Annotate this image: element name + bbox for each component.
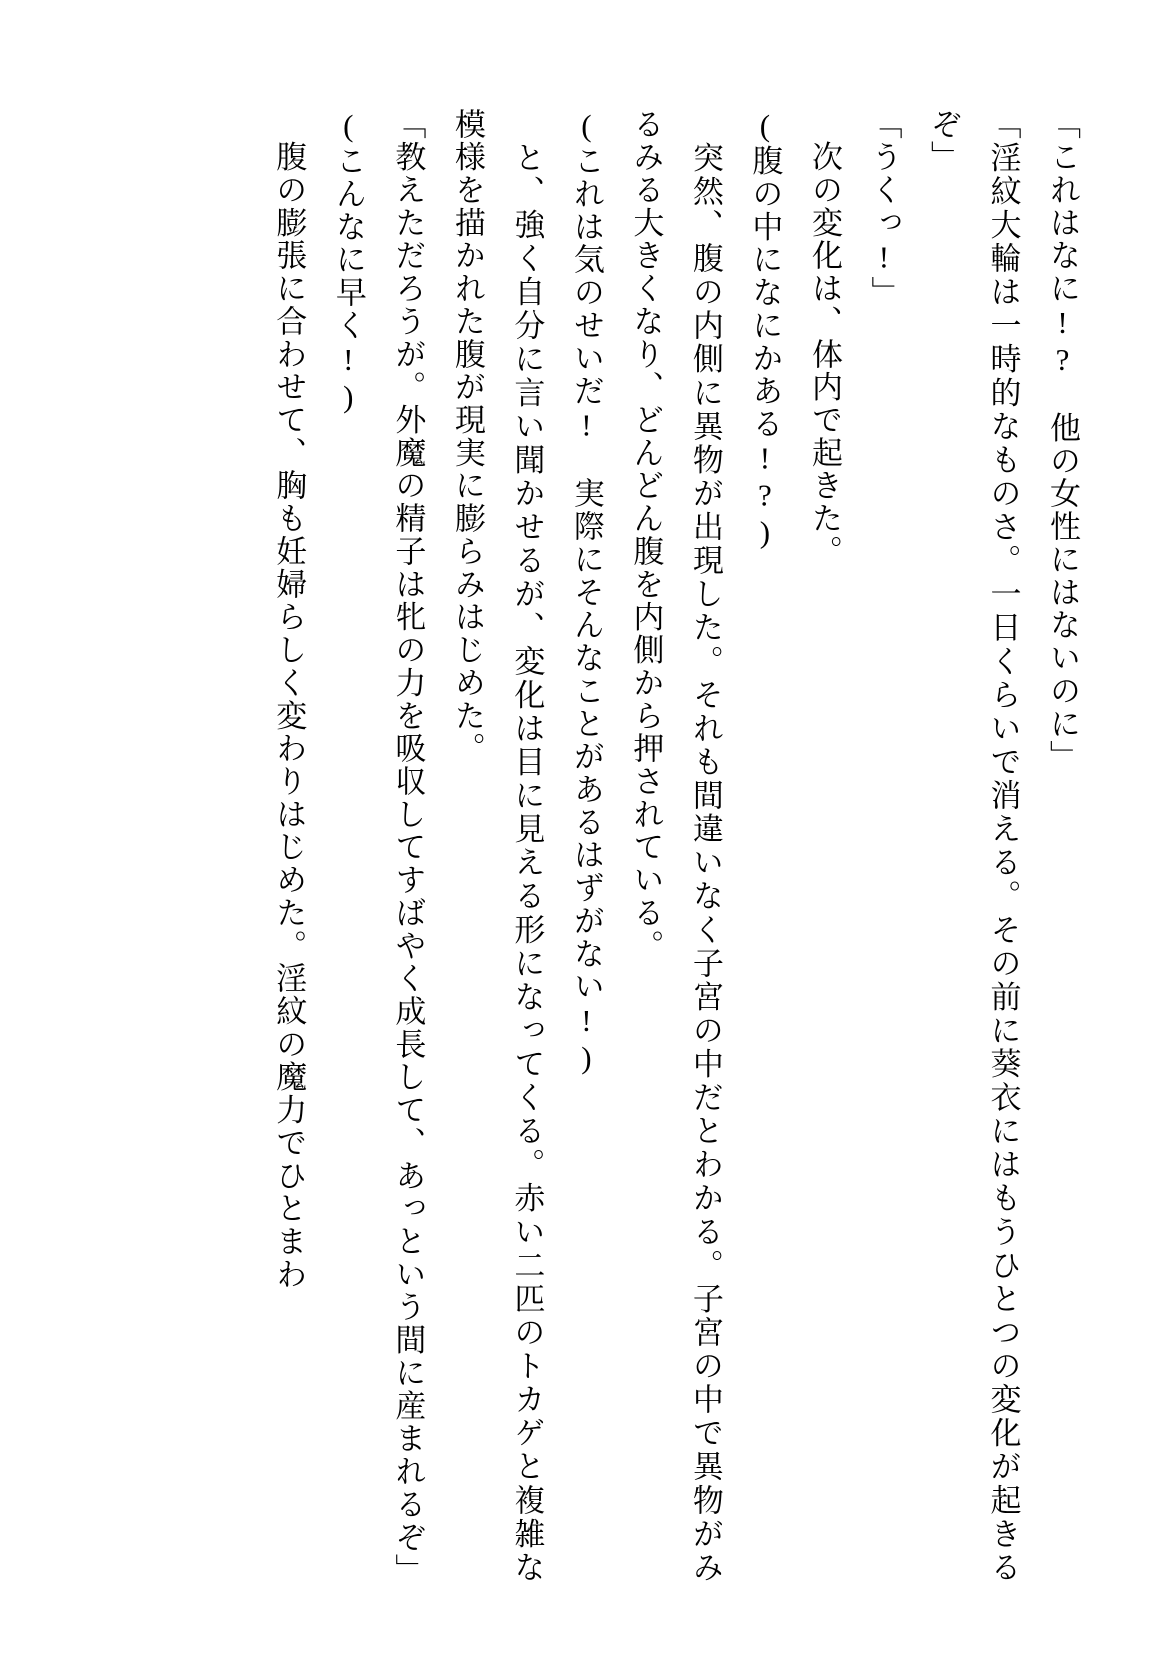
paragraph: と、強く自分に言い聞かせるが、変化は目に見える形になってくる。赤い二匹のトカゲと複雑な模様を描かれた腹が現実に膨らみはじめた。 bbox=[449, 108, 545, 1584]
paragraph: (これは気のせいだ! 実際にそんなことがあるはずがない!) bbox=[568, 108, 604, 1077]
paragraph: 突然、腹の内側に異物が出現した。それも間違いなく子宮の中だとわかる。子宮の中で異物がみるみる大きくなり、どんどん腹を内側から押されている。 bbox=[628, 108, 723, 1584]
paragraph: 次の変化は、体内で起きた。 bbox=[806, 108, 842, 569]
paragraph: 「教えただろうが。外魔の精子は牝の力を吸収してすばやく成長して、あっという間に産まれるぞ」 bbox=[390, 108, 426, 1587]
novel-text-body bbox=[62, 108, 1092, 1587]
paragraph: (こんなに早く!) bbox=[330, 108, 366, 416]
paragraph: 腹の膨張に合わせて、胸も妊婦らしく変わりはじめた。淫紋の魔力でひとまわ bbox=[271, 108, 307, 1291]
paragraph: (腹の中になにかある!?) bbox=[747, 108, 783, 552]
paragraph: 「淫紋大輪は一時的なものさ。一日くらいで消える。その前に葵衣にはもうひとつの変化が起きるぞ」 bbox=[925, 108, 1021, 1584]
paragraph: 「これはなに!? 他の女性にはないのに」 bbox=[1045, 108, 1080, 774]
paragraph: 「うくっ!」 bbox=[866, 108, 902, 310]
